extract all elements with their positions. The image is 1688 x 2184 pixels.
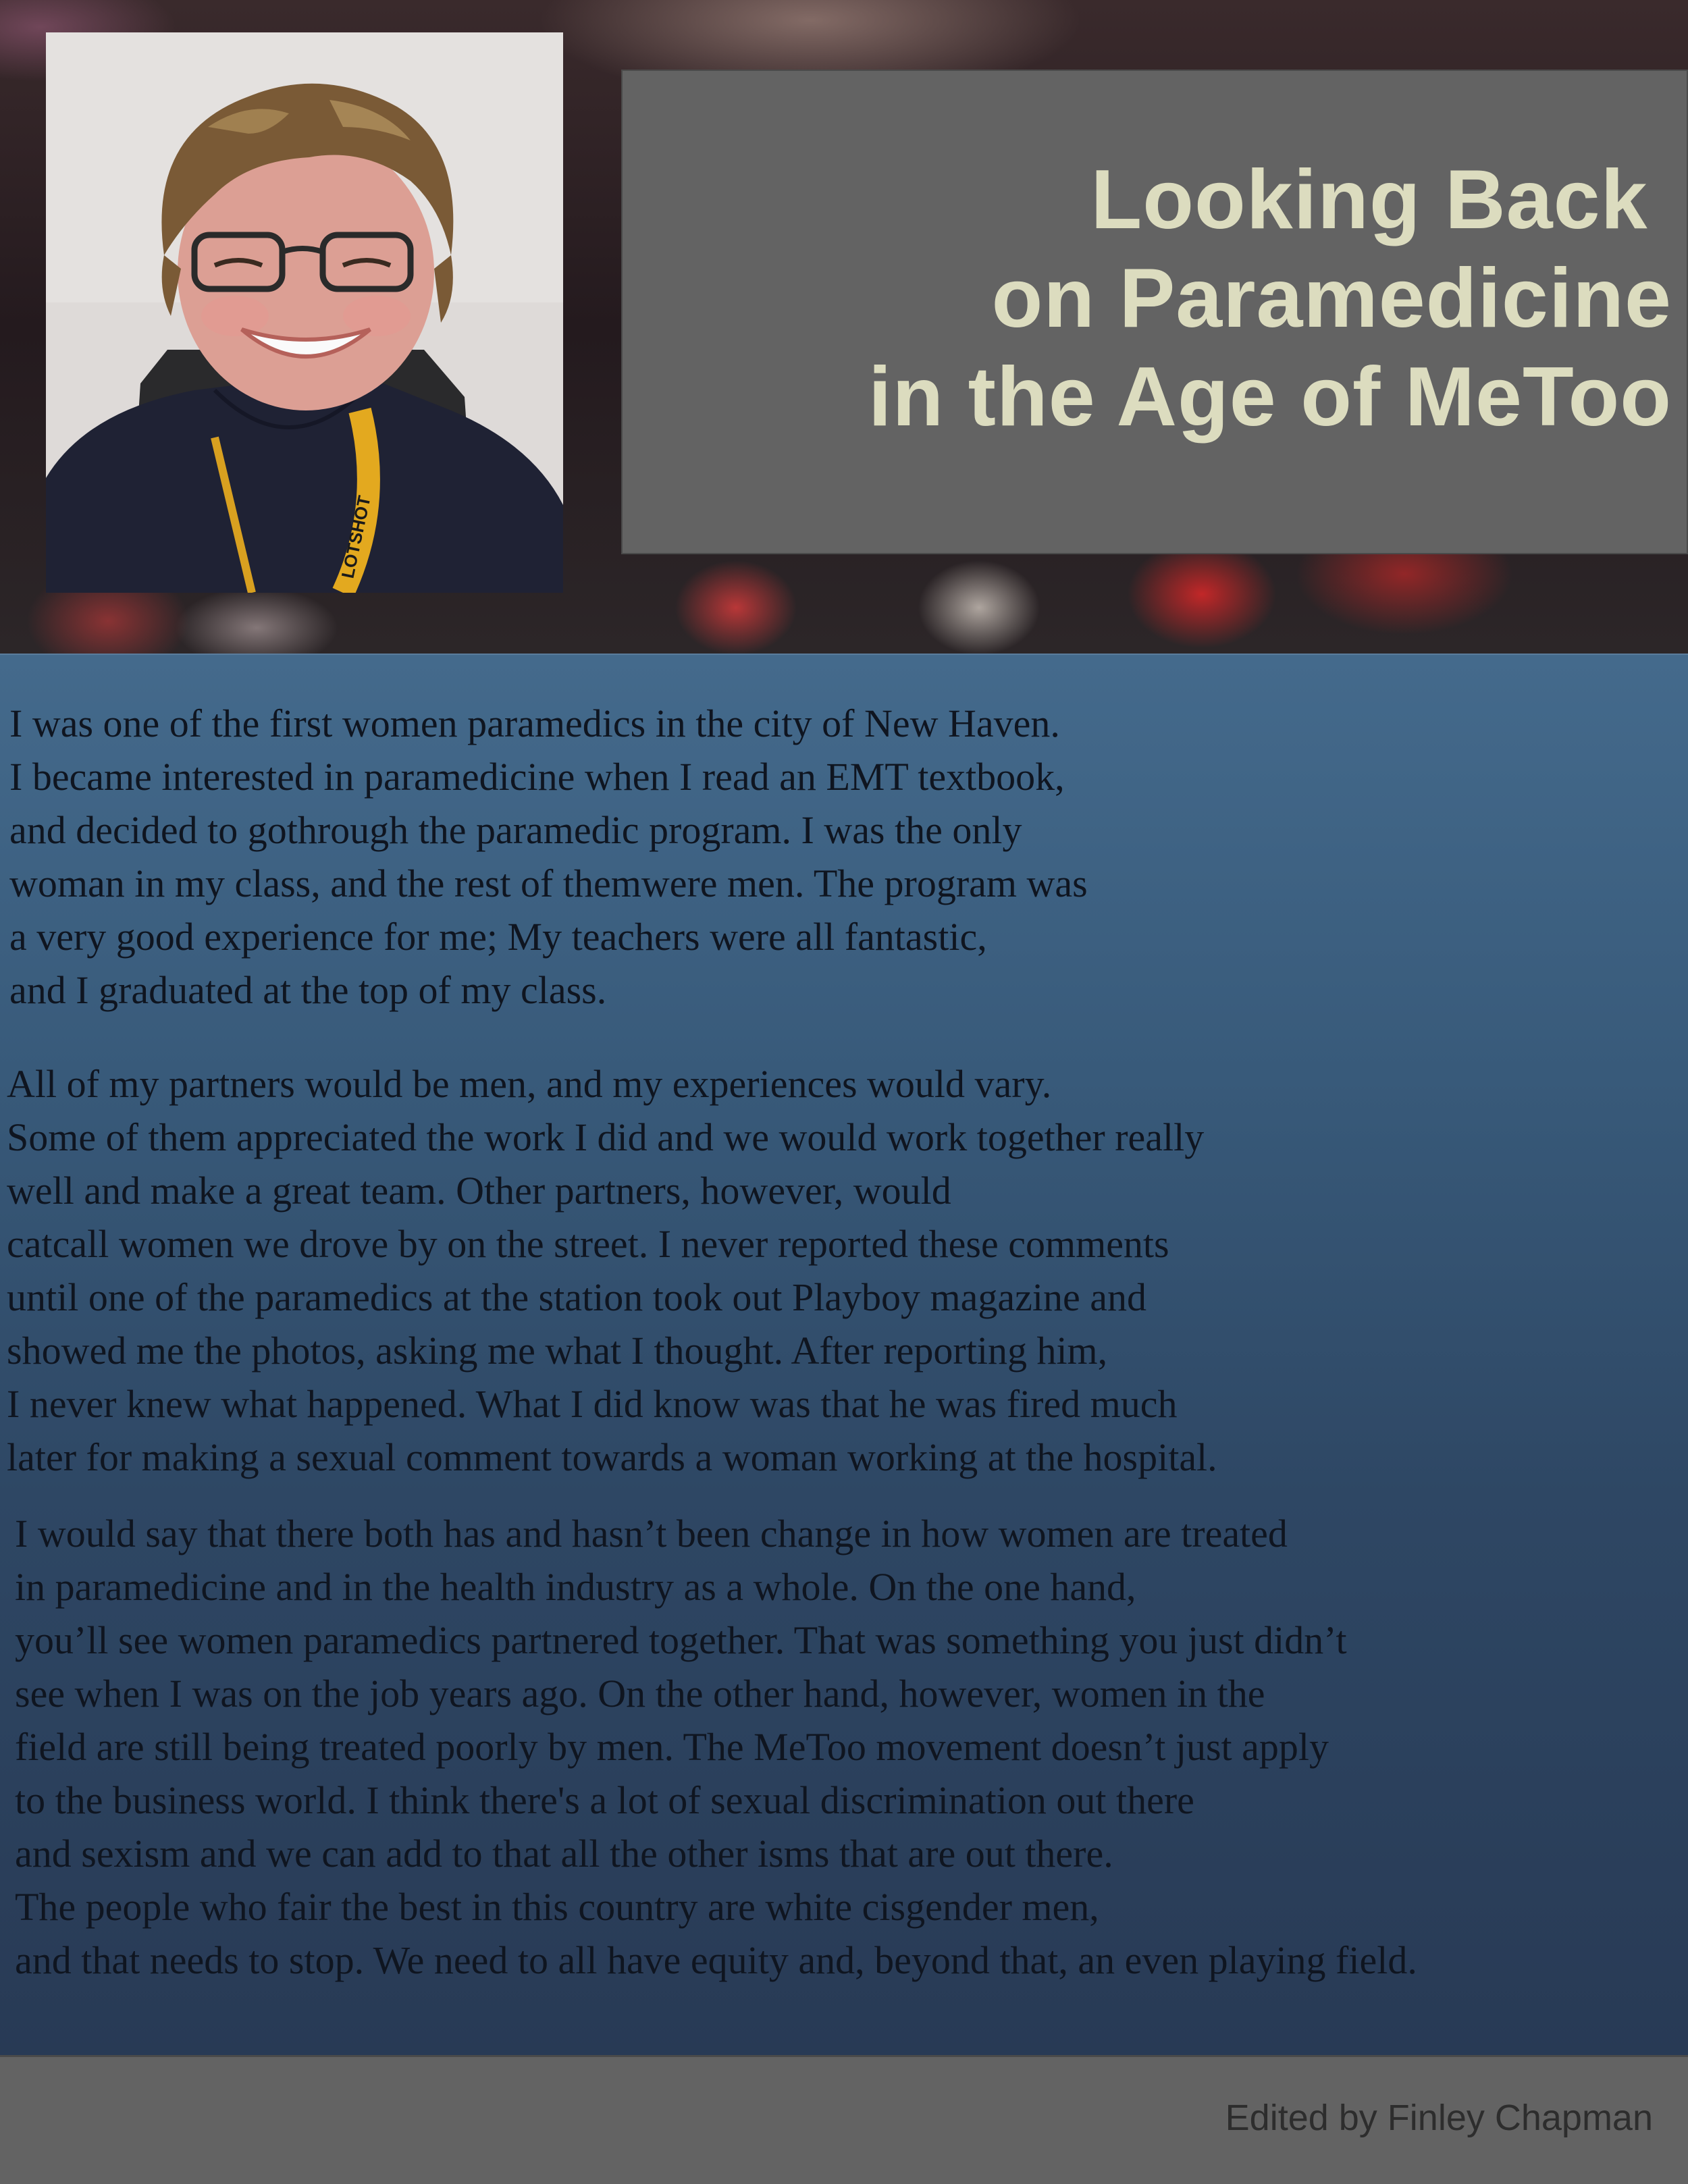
text-line: The people who fair the best in this country are white cisgender men, [15, 1885, 1099, 1929]
text-line: and decided to gothrough the paramedic program. I was the only [9, 808, 1022, 852]
text-line: in paramedicine and in the health industry as a whole. On the one hand, [15, 1565, 1136, 1609]
text-line: Some of them appreciated the work I did and we would work together really [7, 1115, 1205, 1159]
header-banner [0, 0, 1688, 654]
text-line: until one of the paramedics at the station took out Playboy magazine and [7, 1275, 1147, 1319]
text-line: and that needs to stop. We need to all have equity and, beyond that, an even playing field. [15, 1938, 1417, 1982]
text-line: catcall women we drove by on the street. I never reported these comments [7, 1222, 1169, 1266]
title-line: Looking Back [1090, 153, 1672, 246]
text-line: I became interested in paramedicine when I read an EMT textbook, [9, 755, 1065, 799]
paragraph-2 [7, 1057, 1217, 1484]
text-line: a very good experience for me; My teachers were all fantastic, [9, 915, 987, 959]
title-line: on Paramedicine [991, 252, 1672, 345]
title-panel [621, 70, 1688, 554]
text-line: All of my partners would be men, and my experiences would vary. [7, 1062, 1052, 1106]
text-line: well and make a great team. Other partners, however, would [7, 1169, 951, 1213]
footer [0, 2055, 1688, 2184]
paragraph-3 [15, 1507, 1417, 1987]
text-line: field are still being treated poorly by men. The MeToo movement doesn’t just apply [15, 1725, 1329, 1769]
text-line: and I graduated at the top of my class. [9, 968, 607, 1012]
paragraph-1 [9, 697, 1088, 1017]
lanyard-text: LOTSHOT [337, 494, 375, 581]
page-title [868, 151, 1672, 446]
author-portrait [46, 32, 563, 593]
text-line: woman in my class, and the rest of themwere men. The program was [9, 861, 1088, 905]
text-line: and sexism and we can add to that all the other isms that are out there. [15, 1832, 1113, 1875]
text-line: I was one of the first women paramedics in the city of New Haven. [9, 701, 1060, 745]
text-line: I would say that there both has and hasn’t been change in how women are treated [15, 1512, 1288, 1555]
editor-credit: Edited by Finley Chapman [1225, 2098, 1653, 2138]
text-line: later for making a sexual comment towards a woman working at the hospital. [7, 1435, 1217, 1479]
text-line: see when I was on the job years ago. On the other hand, however, women in the [15, 1672, 1265, 1715]
text-line: to the business world. I think there's a lot of sexual discrimination out there [15, 1778, 1194, 1822]
article-body [0, 654, 1688, 2055]
text-line: you’ll see women paramedics partnered together. That was something you just didn’t [15, 1618, 1347, 1662]
title-line: in the Age of MeToo [868, 350, 1672, 444]
text-line: showed me the photos, asking me what I thought. After reporting him, [7, 1329, 1108, 1373]
text-line: I never knew what happened. What I did know was that he was fired much [7, 1382, 1178, 1426]
